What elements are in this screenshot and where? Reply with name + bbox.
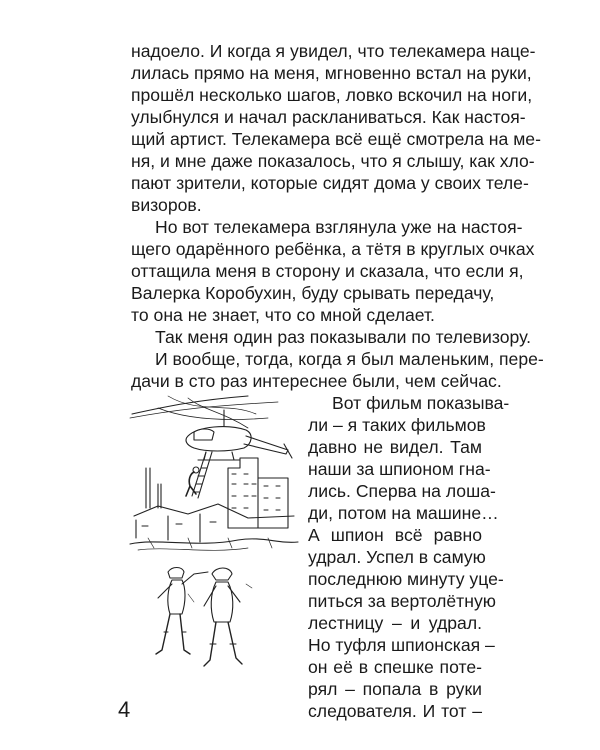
- column-text-line: лестницу – и удрал.: [308, 613, 482, 633]
- column-text-line: Но туфля шпионская –: [308, 635, 495, 655]
- text-line: Но вот телекамера взглянула уже на настоя-: [155, 217, 523, 237]
- column-text-line: он её в спешке поте-: [308, 657, 482, 677]
- column-text-line: ли – я таких фильмов: [308, 415, 486, 435]
- text-line: визоров.: [131, 195, 202, 215]
- column-text-line: Вот фильм показыва-: [332, 393, 510, 413]
- text-line: дачи в сто раз интереснее были, чем сейчас.: [131, 371, 502, 391]
- text-line: Так меня один раз показывали по телевизору.: [155, 327, 532, 347]
- column-text-line: последнюю минуту уце-: [308, 569, 504, 589]
- sketch-illustration: [128, 388, 300, 688]
- text-line: оттащила меня в сторону и сказала, что если я,: [131, 261, 524, 281]
- column-text-line: следователя. И тот –: [308, 701, 482, 721]
- column-text-line: удрал. Успел в самую: [308, 547, 486, 567]
- text-line: щий артист. Телекамера всё ещё смотрела на ме-: [131, 129, 541, 149]
- column-text-line: давно не видел. Там: [308, 437, 482, 457]
- column-text-line: питься за вертолётную: [308, 591, 496, 611]
- text-line: И вообще, тогда, когда я был маленьким, пере-: [155, 349, 544, 369]
- page-number: 4: [118, 697, 131, 722]
- text-line: лилась прямо на меня, мгновенно встал на руки,: [131, 63, 532, 83]
- text-line: щего одарённого ребёнка, а тётя в круглых очках: [131, 239, 535, 259]
- text-line: пают зрители, которые сидят дома у своих теле-: [131, 173, 529, 193]
- text-line: ня, и мне даже показалось, что я слышу, как хло-: [131, 151, 535, 171]
- column-text-line: А шпион всё равно: [308, 525, 482, 545]
- column-text-line: наши за шпионом гна-: [308, 459, 491, 479]
- column-text-line: ди, потом на машине…: [308, 503, 499, 523]
- text-line: прошёл несколько шагов, ловко вскочил на ноги,: [131, 85, 533, 105]
- text-line: Валерка Коробухин, буду срывать передачу,: [131, 283, 495, 303]
- text-line: надоело. И когда я увидел, что телекамера наце-: [131, 41, 536, 61]
- text-line: то она не знает, что со мной сделает.: [131, 305, 435, 325]
- column-text-line: рял – попала в руки: [308, 679, 482, 699]
- text-line: улыбнулся и начал раскланиваться. Как настоя-: [131, 107, 526, 127]
- column-text-line: лись. Сперва на лоша-: [308, 481, 496, 501]
